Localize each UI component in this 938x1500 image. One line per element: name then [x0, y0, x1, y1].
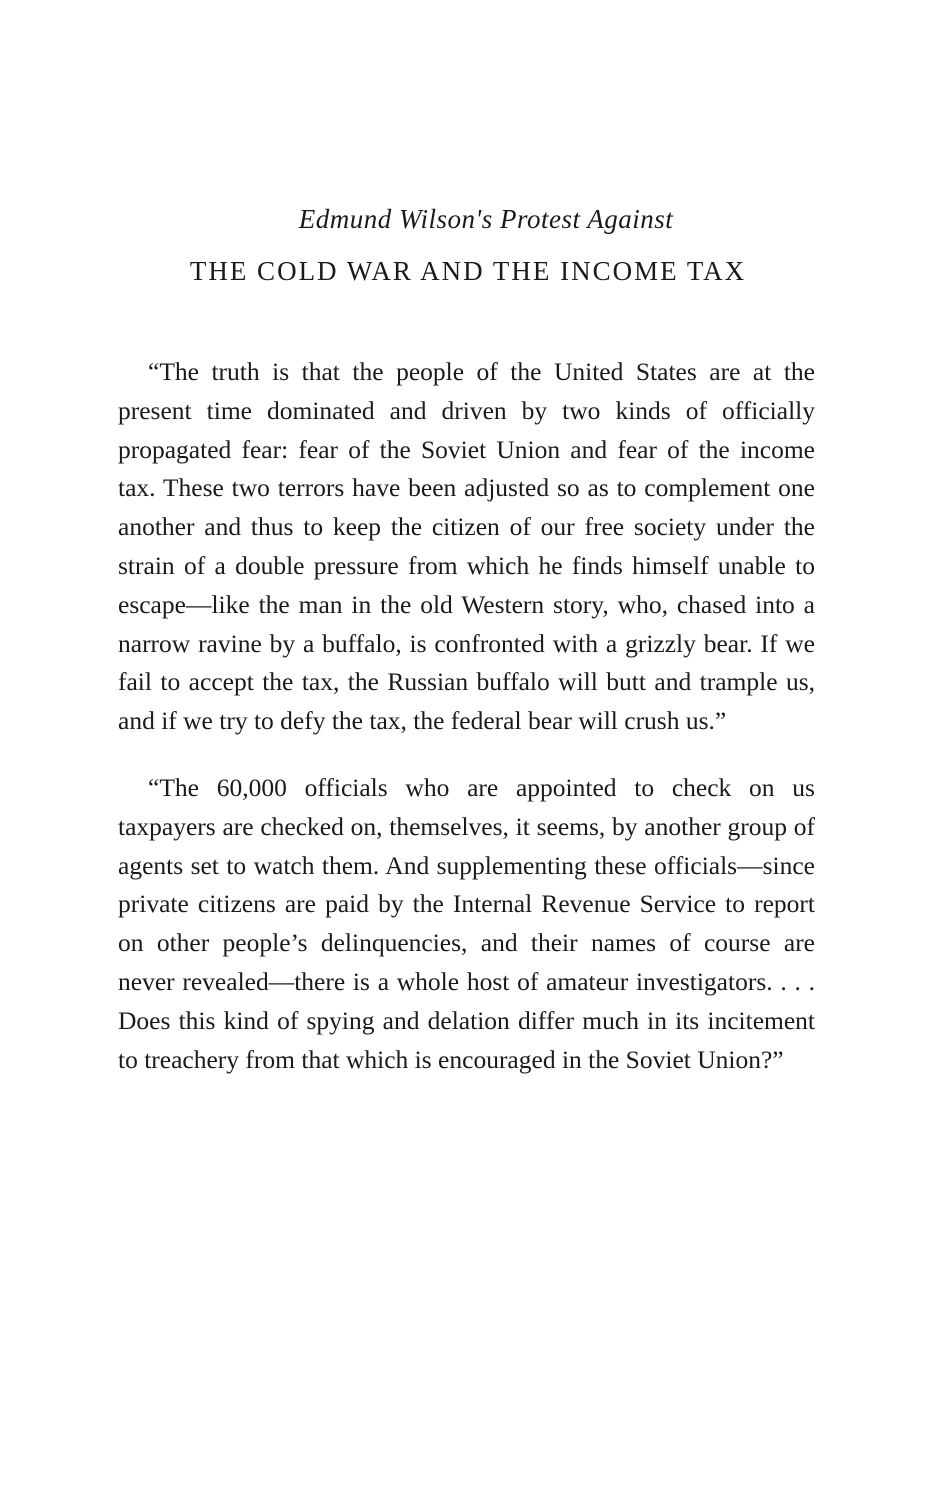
subtitle: Edmund Wilson's Protest Against [298, 204, 674, 234]
title-block [118, 200, 818, 290]
quote-paragraph-1: “The truth is that the people of the United States are at the present time dominated and driven by two kinds of officially propagated fear: fear of the Soviet Union and fear of the income tax. These two terrors have been adjusted so as to complement one another and thus to keep the citizen of our free society under the strain of a double pressure from which he finds himself unable to escape—like the man in the old Western story, who, chased into a narrow ravine by a buffalo, is confronted with a grizzly bear. If we fail to accept the tax, the Russian buffalo will butt and trample us, and if we try to defy the tax, the federal bear will crush us.” [118, 357, 815, 736]
quote-paragraph-2: “The 60,000 officials who are appointed to check on us taxpayers are checked on, themselves, it seems, by another group of agents set to watch them. And supplementing these officials—since private citizens are paid by the Internal Revenue Service to report on other people’s delinquencies, and their names of course are never revealed—there is a whole host of amateur investigators. . . . Does this kind of spying and delation differ much in its incitement to treachery from that which is encouraged in the Soviet Union?” [118, 772, 815, 1074]
quote-body [118, 353, 815, 1079]
page-title: THE COLD WAR AND THE INCOME TAX [189, 256, 747, 286]
